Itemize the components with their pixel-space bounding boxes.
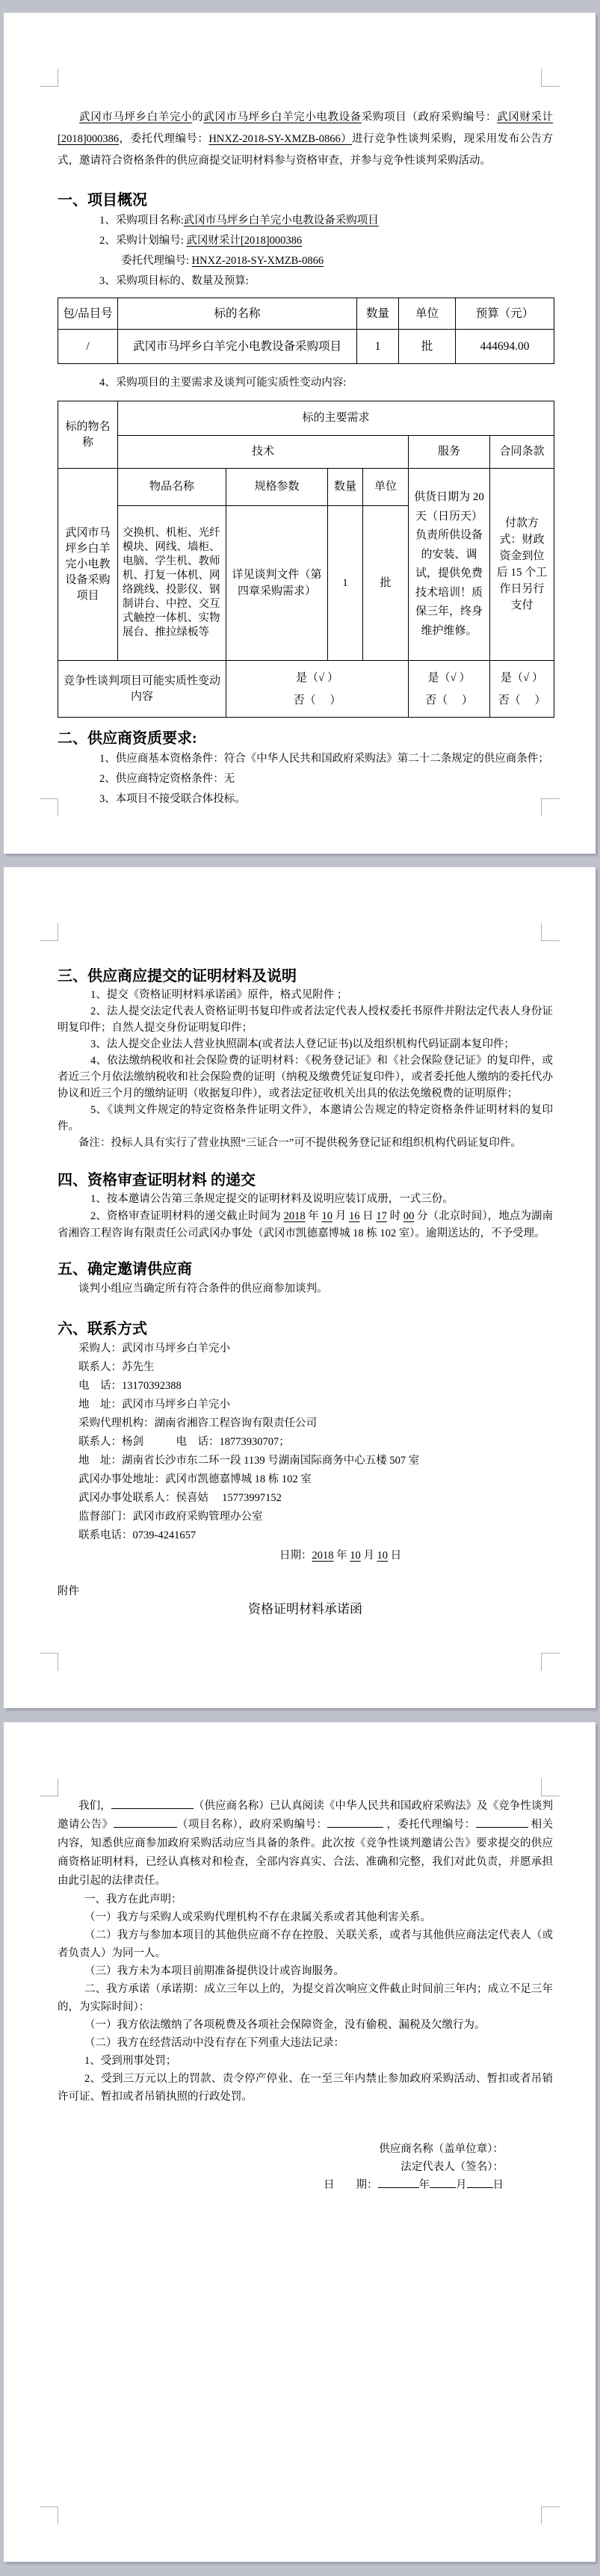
contact-line-agency-address: 地 址：湖南省长沙市东二环一段 1139 号湖南国际商务中心五楼 507 室: [78, 1455, 420, 1467]
deadline-year: 2018: [283, 1210, 306, 1222]
col-header: 数量: [357, 298, 399, 330]
document-page-3: [4, 1722, 596, 2562]
col-header: 包/品目号: [58, 298, 118, 330]
section5-heading: 五、确定邀请供应商: [58, 1261, 192, 1278]
fill-blank-day: [467, 2177, 493, 2188]
item-name-header-cell: 物品名称: [118, 469, 226, 506]
budget-item-label: 3、采购项目标的、数量及预算:: [99, 275, 249, 287]
deadline-hour: 17: [376, 1210, 387, 1222]
qualification-item: 2、供应商特定资格条件：无: [99, 773, 235, 785]
unit-cell: 批: [399, 330, 456, 364]
contact-line-agency: 采购代理机构：湖南省湘咨工程咨询有限责任公司: [78, 1417, 317, 1429]
subject-value-cell: 武冈市马坪乡白羊完小电教设备采购项目: [58, 469, 118, 661]
contact-line-supervisor-phone: 联系电话：0739-4241657: [78, 1529, 197, 1541]
attachment-title: 资格证明材料承诺函: [248, 1602, 362, 1616]
section5-body: 谈判小组应当确定所有符合条件的供应商参加谈判。: [78, 1283, 328, 1295]
fill-blank-month: [430, 2177, 456, 2188]
contact-line-office-person: 武冈办事处联系人：侯喜姑 15773997152: [78, 1492, 282, 1504]
items-list-cell: 交换机、机柜、光纤模块、网线、墙柜、电脑、学生机、教师机、打复一体机、网络跳线、投影仪、钢制讲台、中控、交互式触控一体机、实物展台、推拉绿板等: [118, 506, 226, 661]
tech-header-cell: 技术: [118, 436, 409, 469]
subject-name-cell: 武冈市马坪乡白羊完小电教设备采购项目: [118, 330, 357, 364]
contract-value-cell: 付款方式：财政资金到位后 15 个工作日另行支付: [490, 469, 554, 661]
section2-heading: 二、供应商资质要求:: [58, 730, 197, 747]
subject-header-cell: 标的物名称: [58, 401, 118, 469]
fill-blank-agency-no: [476, 1817, 528, 1828]
table-header-row: [58, 298, 554, 330]
col-header: 标的名称: [118, 298, 357, 330]
demand-table: [58, 401, 554, 718]
table-header-row: [58, 401, 554, 436]
margin-corner-mark: [40, 69, 58, 87]
fill-blank-procurement-no: [327, 1817, 383, 1828]
margin-corner-mark: [40, 2506, 58, 2524]
spec-header-cell: 规格参数: [226, 469, 328, 506]
document-page-1: [4, 13, 596, 854]
unit-value-cell: 批: [363, 506, 409, 661]
material-item: 5、《谈判文件规定的特定资格条件证明文件》，本邀请公告规定的特定资格条件证明材料的复印件。: [58, 1104, 553, 1133]
contact-line-person: 联系人：苏先生: [78, 1361, 155, 1373]
material-item: 3、法人提交企业法人营业执照副本(或者法人登记证书)以及组织机构代码证副本复印件；: [90, 1038, 515, 1050]
qualification-item: 1、供应商基本资格条件：符合《中华人民共和国政府采购法》第二十二条规定的供应商条件；: [99, 753, 549, 765]
declaration-item: （一）我方与采购人或采购代理机构不存在隶属关系或者其他利害关系。: [84, 1911, 431, 1923]
material-item: 2、法人提交法定代表人资格证明书复印件或者法定代表人授权委托书原件并附法定代表人身份证明复印件；自然人提交身份证明复印件；: [58, 1005, 553, 1034]
section4-heading: 四、资格审查证明材料 的递交: [58, 1172, 256, 1189]
material-item: 4、依法缴纳税收和社会保险费的证明材料：《税务登记证》和《社会保险登记证》的复印件，或者近三个月依法缴纳税收和社会保险费的证明（纳税及缴费凭证复印件），或者委托他人缴纳的委托代办协议和近三个月的缴纳证明（收据复印件），或者法定征收机关出具的依法免缴税费的证明原件；: [58, 1055, 553, 1100]
deadline-month: 10: [321, 1210, 333, 1222]
section3-heading: 三、供应商应提交的证明材料及说明: [58, 968, 297, 985]
signature-date-line: 日 期： 年 月 日: [58, 2176, 504, 2194]
package-no-cell: /: [58, 330, 118, 364]
margin-corner-mark: [541, 69, 560, 87]
project-name-item: 1、采购项目名称:武冈市马坪乡白羊完小电教设备采购项目: [99, 215, 379, 227]
margin-corner-mark: [40, 923, 58, 941]
gov-procurement-no: 武冈财采计[2018]000386: [58, 111, 554, 145]
purchaser-name: 武冈市马坪乡白羊完小: [79, 111, 193, 123]
margin-corner-mark: [40, 1778, 58, 1796]
table-header-row: [58, 436, 554, 469]
commitment-paragraph: 我们， （供应商名称）已认真阅读《中华人民共和国政府采购法》及《竞争性谈判邀请公告》 （项目名称），政府采购编号： ，委托代理编号： 相关内容，知悉供应商参加政府采购活动应当具备的条件。此次按《竞争性谈判邀请公告》要求提交的供应商资格证明材料，已经认真核对和检查，全部内容真实、合法、准确和完整，我们对此负责，并愿承担由此引起的法律责任。: [58, 1797, 553, 1891]
declaration-item: （三）我方未为本项目前期准备提供设计或咨询服务。: [84, 1965, 344, 1977]
change-tech-cell: 是（√ ） 否（ ）: [226, 661, 409, 718]
change-contract-cell: 是（√ ） 否（ ）: [490, 661, 554, 718]
intro-paragraph: 武冈市马坪乡白羊完小的武冈市马坪乡白羊完小电教设备采购项目（政府采购编号：武冈财采计[2018]000386，委托代理编号：HNXZ-2018-SY-XMZB-0866）进行竞争性谈判采购，现采用发布公告方式，邀请符合资格条件的供应商提交证明材料参与资格审查，并参与竞争性谈判采购活动。: [58, 111, 554, 167]
margin-corner-mark: [541, 923, 560, 941]
contact-line-purchaser: 采购人：武冈市马坪乡白羊完小: [78, 1343, 230, 1355]
material-item: 1、提交《资格证明材料承诺函》原件，格式见附件 ；: [90, 989, 348, 1001]
agency-ref-no: HNXZ-2018-SY-XMZB-0866）: [208, 133, 353, 145]
demand-header-cell: 标的主要需求: [118, 401, 554, 436]
declaration-item: （二）我方与参加本项目的其他供应商不存在控股、关联关系，或者与其他供应商法定代表人（或者负责人）为同一人。: [58, 1929, 553, 1959]
service-header-cell: 服务: [409, 436, 490, 469]
document-page-2: [4, 867, 596, 1708]
promise-item: 1、受到刑事处罚；: [84, 2055, 177, 2067]
project-name: 武冈市马坪乡白羊完小电教设备: [203, 111, 362, 123]
margin-corner-mark: [541, 1653, 560, 1671]
contact-line-address: 地 址：武冈市马坪乡白羊完小: [78, 1399, 230, 1411]
promise-item: 2、受到三万元以上的罚款、责令停产停业、在一至三年内禁止参加政府采购活动、暂扣或者吊销许可证、暂扣或者吊销执照的行政处罚。: [58, 2073, 553, 2103]
section6-heading: 六、联系方式: [58, 1321, 147, 1337]
section1-heading: 一、项目概况: [58, 192, 147, 209]
agency-no-item: 委托代理编号: HNXZ-2018-SY-XMZB-0866: [121, 255, 324, 267]
plan-no-item: 2、采购计划编号: 武冈财采计[2018]000386: [99, 235, 303, 247]
contract-header-cell: 合同条款: [490, 436, 554, 469]
spec-value-cell: 详见谈判文件（第四章采购需求）: [226, 506, 328, 661]
change-service-cell: 是（√ ） 否（ ）: [409, 661, 490, 718]
change-label-cell: 竞争性谈判项目可能实质性变动内容: [58, 661, 226, 718]
fill-blank-year: [378, 2177, 419, 2188]
substantive-change-row: [58, 661, 554, 718]
budget-cell: 444694.00: [456, 330, 554, 364]
fill-blank-project-name: [114, 1817, 177, 1828]
submission-item: 1、按本邀请公告第三条规定提交的证明材料及说明应装订成册，一式三份。: [90, 1193, 454, 1205]
supplier-seal-line: 供应商名称（盖单位章）：: [379, 2143, 504, 2155]
col-header: 单位: [399, 298, 456, 330]
demand-item-label: 4、采购项目的主要需求及谈判可能实质性变动内容:: [99, 377, 347, 389]
margin-corner-mark: [541, 1778, 560, 1796]
qty-header-cell: 数量: [328, 469, 363, 506]
table-subheader-row: [58, 469, 554, 506]
signature-block: [58, 2140, 553, 2194]
margin-corner-mark: [40, 1653, 58, 1671]
promise-item: （二）我方在经营活动中没有存在下列重大违法记录：: [84, 2037, 344, 2049]
col-header: 预算（元）: [456, 298, 554, 330]
qualification-item: 3、本项目不接受联合体投标。: [99, 793, 246, 805]
qty-value-cell: 1: [328, 506, 363, 661]
table-row: [58, 330, 554, 364]
unit-header-cell: 单位: [363, 469, 409, 506]
service-value-cell: 供货日期为 20 天（日历天）负责所供设备的安装、调试，提供免费技术培训！质保三年，终身维护维修。: [409, 469, 490, 661]
deadline-minute: 00: [403, 1210, 415, 1222]
deadline-day: 16: [348, 1210, 360, 1222]
announcement-date: 日期：2018 年 10 月 10 日: [279, 1550, 402, 1562]
promise-item: （一）我方依法缴纳了各项税费及各项社会保障资金，没有偷税、漏税及欠缴行为。: [84, 2019, 486, 2031]
contact-line-phone: 电 话：13170392388: [78, 1380, 182, 1392]
fill-blank-supplier-name: [111, 1798, 194, 1809]
deadline-item: 2、资格审查证明材料的递交截止时间为 2018 年 10 月 16 日 17 时 00 分（北京时间），地点为湖南省湘咨工程咨询有限责任公司武冈办事处（武冈市凯德嘉博城 18 栋 102 室）。逾期送达的，不予受理。: [58, 1210, 553, 1239]
contact-line-agency-person: 联系人：杨剑 电 话：18773930707；: [78, 1436, 290, 1448]
attachment-label: 附件: [58, 1586, 79, 1597]
legal-representative-line: 法定代表人（签名）：: [400, 2161, 504, 2173]
contact-line-supervisor: 监督部门：武冈市政府采购管理办公室: [78, 1511, 263, 1523]
promise-heading: 二、我方承诺（承诺期：成立三年以上的，为提交首次响应文件截止时间前三年内；成立不足三年的，为实际时间）：: [58, 1983, 553, 2013]
budget-table: [58, 298, 554, 364]
declaration-heading: 一、我方在此声明：: [84, 1894, 182, 1905]
contact-line-office-address: 武冈办事处地址：武冈市凯德嘉博城 18 栋 102 室: [78, 1473, 312, 1485]
note-line: 备注：投标人具有实行了营业执照“三证合一”可不提供税务登记证和组织机构代码证复印件。: [78, 1137, 522, 1149]
margin-corner-mark: [541, 2506, 560, 2524]
quantity-cell: 1: [357, 330, 399, 364]
